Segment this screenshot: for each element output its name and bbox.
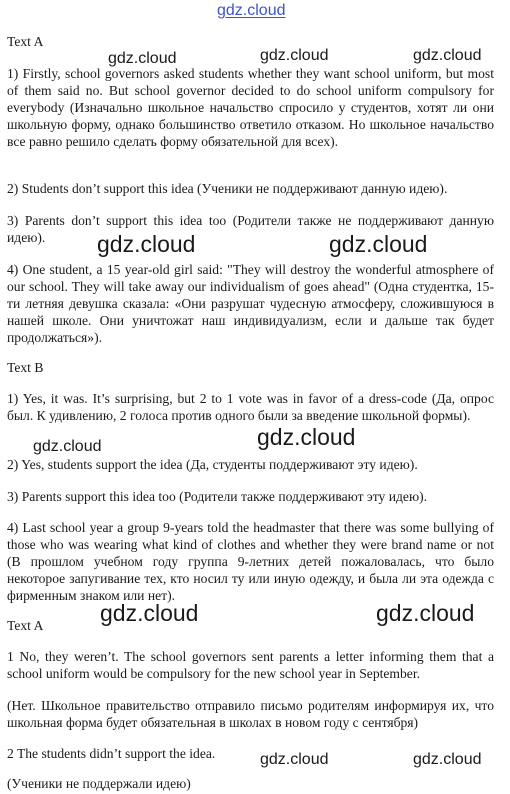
- watermark: gdz.cloud: [100, 600, 199, 626]
- watermark: gdz.cloud: [413, 751, 482, 768]
- paragraph-c3: 2 The students didn’t support the idea.: [7, 746, 216, 761]
- paragraph-a1: 1) Firstly, school governors asked students whether they want school uniform, but most of them said no. But school governor decided to do school uniform compulsory for everybody (Изначально школьное начальство спросило у студентов, хотят ли они школьную форму, однако большинство ответило отказом. Но школьное начальство все равно решило сделать форму обязательной для всех).: [7, 66, 494, 149]
- watermark-top-link[interactable]: gdz.cloud: [217, 2, 286, 19]
- watermark: gdz.cloud: [260, 751, 329, 768]
- watermark: gdz.cloud: [376, 600, 475, 626]
- paragraph-a2: 2) Students don’t support this idea (Ученики не поддерживают данную идею).: [7, 181, 448, 196]
- watermark: gdz.cloud: [260, 47, 329, 64]
- paragraph-b1: 1) Yes, it was. It’s surprising, but 2 to 1 vote was in favor of a dress-code (Да, опрос был. К удивлению, 2 голоса против одного были за введение школьной формы).: [7, 391, 494, 423]
- watermark: gdz.cloud: [108, 50, 177, 67]
- watermark: gdz.cloud: [33, 438, 102, 455]
- paragraph-a4: 4) One student, a 15 year-old girl said: "They will destroy the wonderful atmosphere of our school. They will take away our individualism of goes ahead" (Одна студентка, 15-ти летняя девушка сказала: «Они разрушат чудесную атмосферу, сложившуюся в нашей школе. Они уничтожат наш индивидуализм, если и дальше так будет продолжаться»).: [7, 262, 494, 345]
- section-heading-text-a: Text A: [7, 34, 44, 49]
- paragraph-b4: 4) Last school year a group 9-years told the headmaster that there was some bullying of those who was wearing what kind of clothes and whether they were brand name or not (В прошлом учебном году группа 9-летних детей пожаловалась, что было некоторое запугивание тех, кто носил ту или иную одежду, и была ли эта одежда с фирменным знаком или нет).: [7, 520, 494, 603]
- paragraph-a3: 3) Parents don’t support this idea too (Родители также не поддерживают данную идею).: [7, 213, 494, 245]
- paragraph-c2: (Нет. Школьное правительство отправило письмо родителям информируя их, что школьная форма будет обязательная в школах в новом году с сентября): [7, 698, 494, 730]
- paragraph-c4: (Ученики не поддержали идею): [7, 776, 191, 791]
- section-heading-text-a-2: Text A: [7, 618, 44, 633]
- watermark: gdz.cloud: [97, 231, 196, 257]
- watermark: gdz.cloud: [257, 424, 356, 450]
- watermark: gdz.cloud: [413, 47, 482, 64]
- paragraph-b3: 3) Parents support this idea too (Родители также поддерживают эту идею).: [7, 489, 428, 504]
- watermark: gdz.cloud: [329, 231, 428, 257]
- paragraph-c1: 1 No, they weren’t. The school governors sent parents a letter informing them that a school uniform would be compulsory for the new school year in September.: [7, 649, 494, 681]
- section-heading-text-b: Text B: [7, 360, 44, 375]
- paragraph-b2: 2) Yes, students support the idea (Да, студенты поддерживают эту идею).: [7, 457, 418, 472]
